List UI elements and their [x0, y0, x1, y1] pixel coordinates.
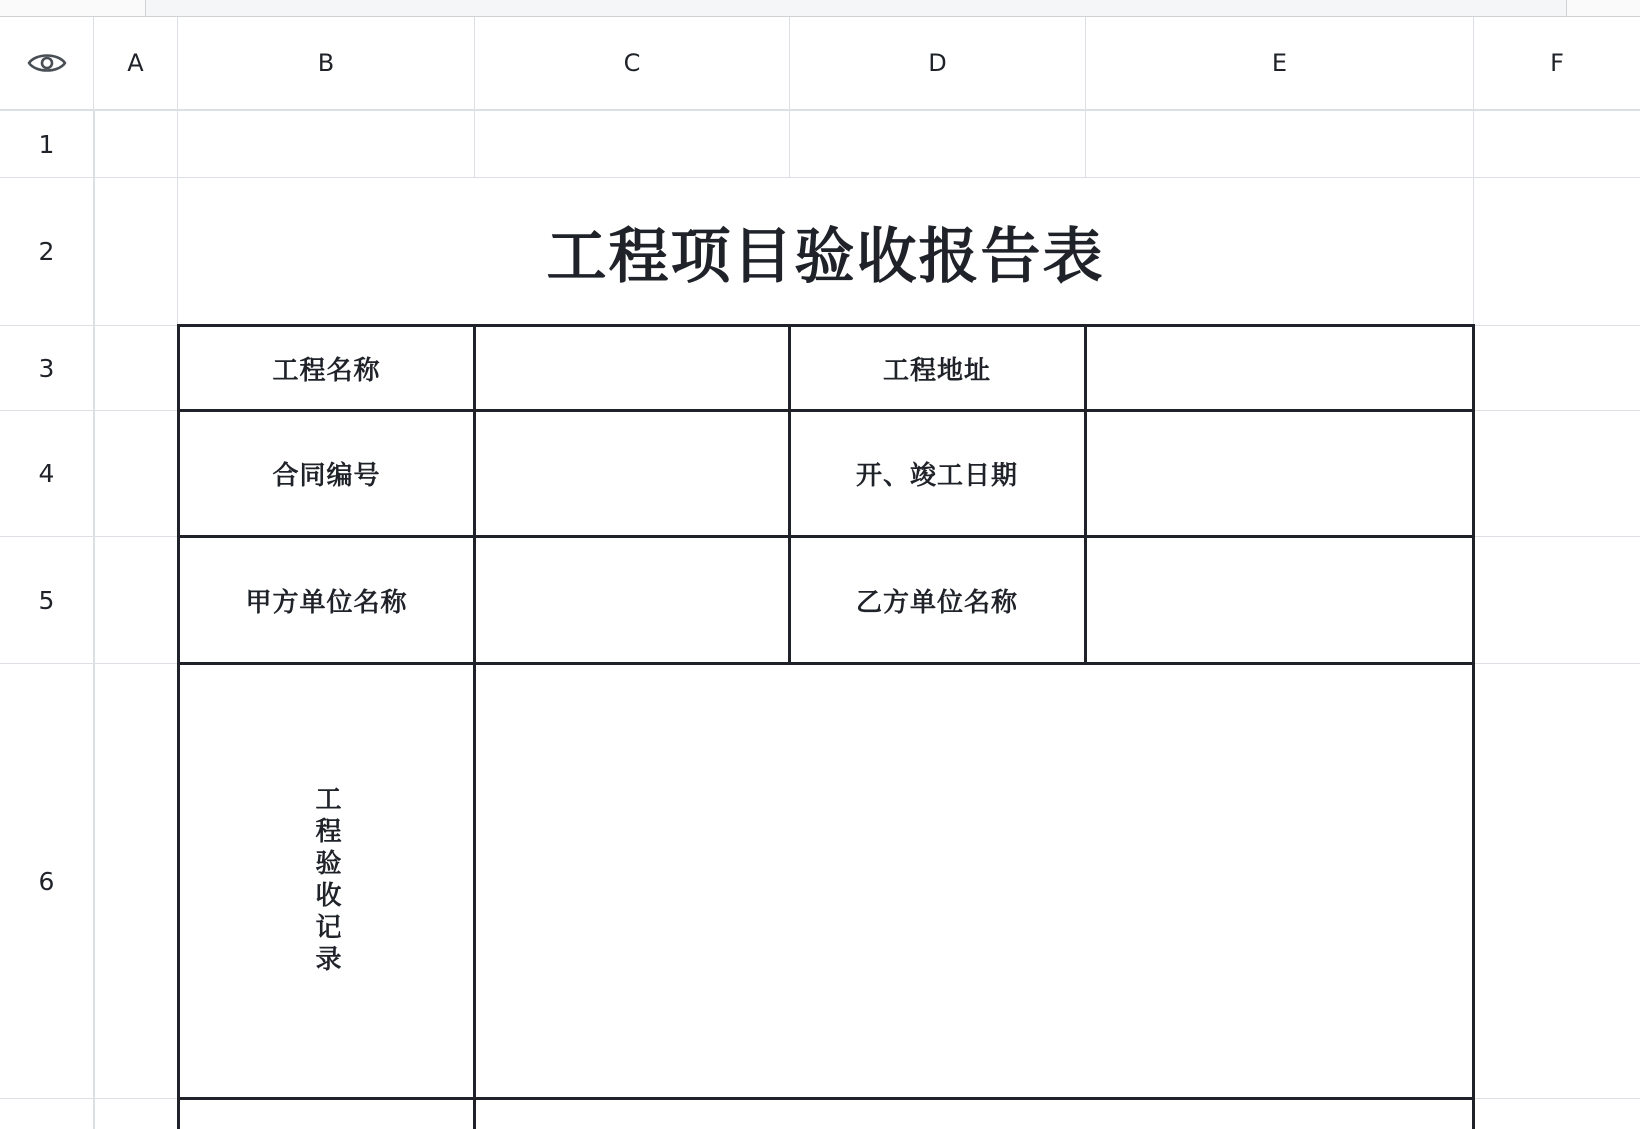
acceptance-record-label: 工程验收记录 — [311, 785, 341, 977]
cell-e3-project-address[interactable] — [1086, 327, 1472, 409]
grid-line — [0, 110, 1640, 111]
cell-b3[interactable] — [179, 327, 474, 409]
column-header-d[interactable] — [790, 17, 1086, 110]
table-border — [177, 535, 1474, 538]
name-box[interactable] — [0, 0, 146, 16]
start-end-date-label: 开、竣工日期 — [855, 461, 1018, 491]
cell-b4[interactable] — [179, 412, 474, 535]
column-label: E — [1271, 49, 1288, 77]
column-label: D — [928, 49, 947, 77]
row-label: 6 — [38, 866, 55, 896]
table-border — [177, 1097, 1474, 1100]
cell-d3[interactable] — [790, 327, 1084, 409]
eye-icon[interactable] — [27, 50, 67, 76]
row-label: 5 — [38, 585, 55, 615]
row-header-2[interactable] — [0, 178, 94, 326]
cell-d4[interactable] — [790, 412, 1084, 535]
row-header-1[interactable] — [0, 111, 94, 178]
row-header-7[interactable] — [0, 1099, 94, 1129]
table-border — [1472, 324, 1475, 1129]
form-title-cell[interactable] — [178, 178, 1473, 325]
table-border — [1084, 324, 1087, 665]
column-label: F — [1550, 49, 1564, 77]
column-header-a[interactable] — [94, 17, 178, 110]
project-address-label: 工程地址 — [882, 355, 991, 386]
row-label: 4 — [38, 459, 55, 488]
contract-number-label: 合同编号 — [272, 461, 381, 491]
column-header-f[interactable] — [1474, 17, 1640, 110]
toolbar-end-segment[interactable] — [1566, 0, 1640, 16]
cell-c7[interactable] — [475, 1100, 1472, 1129]
select-all-corner[interactable] — [0, 17, 94, 110]
form-title: 工程项目验收报告表 — [546, 221, 1105, 292]
table-border — [177, 324, 180, 1129]
table-border — [177, 662, 1474, 665]
cell-d5[interactable] — [790, 538, 1084, 662]
cell-b7[interactable] — [179, 1100, 474, 1129]
column-label: C — [623, 49, 641, 77]
row-header-3[interactable] — [0, 326, 94, 411]
row-header-6[interactable] — [0, 664, 94, 1099]
cell-c6-acceptance-record[interactable] — [475, 665, 1472, 1097]
table-border — [177, 409, 1474, 412]
column-header-b[interactable] — [178, 17, 475, 110]
grid-line — [94, 17, 95, 1129]
table-border — [473, 324, 476, 1129]
cell-e5-party-b[interactable] — [1086, 538, 1472, 662]
table-border — [788, 324, 791, 665]
formula-bar-strip — [0, 0, 1640, 17]
column-header-e[interactable] — [1086, 17, 1474, 110]
cell-c5-party-a[interactable] — [475, 538, 788, 662]
column-label: A — [127, 49, 144, 77]
cell-e4-dates[interactable] — [1086, 412, 1472, 535]
party-b-label: 乙方单位名称 — [855, 587, 1018, 618]
cell-b6[interactable] — [179, 665, 474, 1097]
cell-c4-contract-number[interactable] — [475, 412, 788, 535]
column-header-c[interactable] — [475, 17, 790, 110]
row-label: 2 — [38, 237, 55, 266]
project-name-label: 工程名称 — [272, 355, 381, 386]
column-label: B — [317, 49, 335, 77]
party-a-label: 甲方单位名称 — [245, 587, 408, 618]
row-label: 3 — [38, 353, 55, 383]
cell-c3-project-name[interactable] — [475, 327, 788, 409]
row-header-4[interactable] — [0, 411, 94, 537]
row-header-5[interactable] — [0, 537, 94, 664]
cell-b5[interactable] — [179, 538, 474, 662]
row-label: 1 — [38, 129, 55, 159]
table-border — [177, 324, 1474, 327]
